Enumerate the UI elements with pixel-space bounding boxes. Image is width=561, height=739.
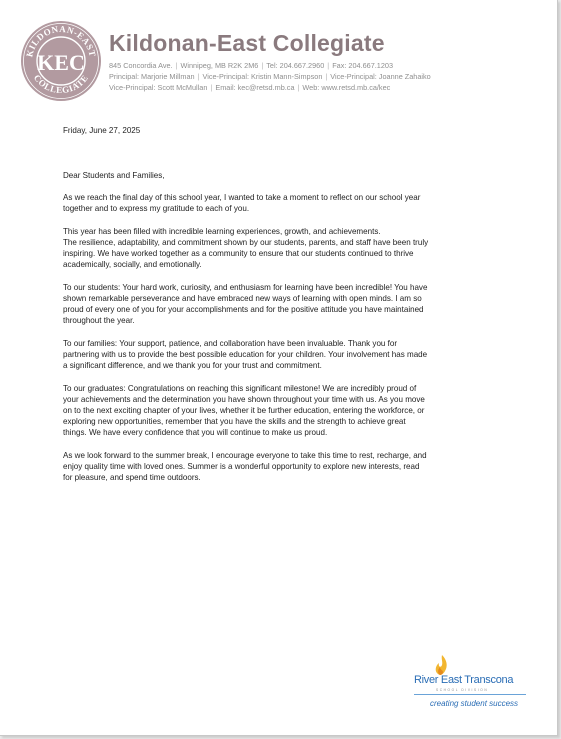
division-tagline: creating student success [430, 699, 519, 708]
paragraph-line: As we reach the final day of this school year, I wanted to take a moment to reflect on our school year [63, 193, 421, 203]
paragraph-line: your achievements and the determination you have shown throughout your time with us. As you move [63, 394, 425, 404]
paragraph-line: To our families: Your support, patience, and collaboration have been invaluable. Thank you for [63, 338, 398, 348]
separator: | [325, 72, 328, 81]
paragraph-line: As we look forward to the summer break, I encourage everyone to take this time to rest, recharge, and [63, 450, 427, 460]
separator: | [261, 61, 264, 70]
paragraph-line: inspiring. We have worked together as a community to ensure that our students continued to thrive [63, 249, 414, 259]
school-seal-logo [20, 20, 102, 102]
letter-salutation: Dear Students and Families, [63, 170, 165, 180]
division-subtitle: SCHOOL DIVISION [436, 688, 489, 692]
letter-paragraph [63, 450, 523, 484]
divider [414, 694, 526, 695]
letter-body [63, 125, 523, 495]
vice-principal-name: Vice-Principal: Kristin Mann-Simpson [202, 72, 323, 81]
paragraph-line: together and to express my gratitude to each of you. [63, 204, 250, 214]
letter-paragraph [63, 338, 523, 372]
paragraph-line: exploring new opportunities, remember that you have the skills and the strength to achieve great [63, 417, 406, 427]
paragraph-line: This year has been filled with incredible learning experiences, growth, and achievements. [63, 226, 381, 236]
flame-svg [430, 654, 452, 676]
letter-paragraph [63, 226, 523, 271]
paragraph-line: things. We have every confidence that you will continue to make us proud. [63, 428, 328, 438]
separator: | [210, 83, 213, 92]
seal-ring-text-bottom: COLLEGIATE [31, 72, 91, 96]
seal-ring-text-top: KILDONAN-EAST [24, 23, 98, 58]
staff-line-2 [109, 83, 390, 92]
separator: | [197, 72, 200, 81]
paragraph-line: To our graduates: Congratulations on reaching this significant milestone! We are incredibly proud of [63, 383, 417, 393]
separator: | [297, 83, 300, 92]
letter-paragraph [63, 192, 523, 214]
address-fax: Fax: 204.667.1203 [332, 61, 394, 70]
vice-principal-name: Vice-Principal: Joanne Zahaiko [330, 72, 431, 81]
letter-paragraph [63, 282, 523, 327]
address-street: 845 Concordia Ave. [109, 61, 173, 70]
paragraph-line: partnering with us to provide the best possible education for your children. Your involvement has made [63, 349, 428, 359]
paragraph-line: on to the next exciting chapter of your lives, whether it be further education, entering the workforce, or [63, 405, 425, 415]
division-name: River East Transcona [414, 674, 514, 686]
paragraph-line: a significant difference, and we thank you for your trust and commitment. [63, 361, 322, 371]
flame-icon [430, 654, 452, 676]
school-seal-svg [20, 20, 102, 102]
paragraph-line: To our students: Your hard work, curiosity, and enthusiasm for learning have been incredible! You have [63, 282, 428, 292]
seal-monogram: KEC [37, 50, 85, 75]
address-line [109, 61, 393, 70]
letter-paragraph [63, 383, 523, 439]
vice-principal-name: Vice-Principal: Scott McMullan [109, 83, 208, 92]
paragraph-line: throughout the year. [63, 316, 135, 326]
separator: | [175, 61, 178, 70]
paragraph-line: enjoy quality time with loved ones. Summer is a wonderful opportunity to explore new interests, read [63, 461, 420, 471]
paragraph-line: shown remarkable perseverance and have embraced new ways of learning with open minds. I am so [63, 293, 422, 303]
paragraph-line: The resilience, adaptability, and commitment shown by our students, parents, and staff have been truly [63, 237, 429, 247]
address-city: Winnipeg, MB R2K 2M6 [180, 61, 259, 70]
staff-line-1 [109, 72, 431, 81]
paragraph-line: academically, socially, and emotionally. [63, 260, 202, 270]
paragraph-line: for pleasure, and spend time outdoors. [63, 473, 201, 483]
letter-date: Friday, June 27, 2025 [63, 126, 141, 135]
address-phone: Tel: 204.667.2960 [266, 61, 325, 70]
principal-name: Principal: Marjorie Millman [109, 72, 195, 81]
paragraph-line: proud of every one of you for your accomplishments and for the positive attitude you have maintained [63, 305, 424, 315]
school-email: Email: kec@retsd.mb.ca [215, 83, 295, 92]
division-logo [414, 654, 534, 714]
school-name: Kildonan-East Collegiate [109, 30, 385, 56]
school-website: Web: www.retsd.mb.ca/kec [302, 83, 391, 92]
separator: | [327, 61, 330, 70]
